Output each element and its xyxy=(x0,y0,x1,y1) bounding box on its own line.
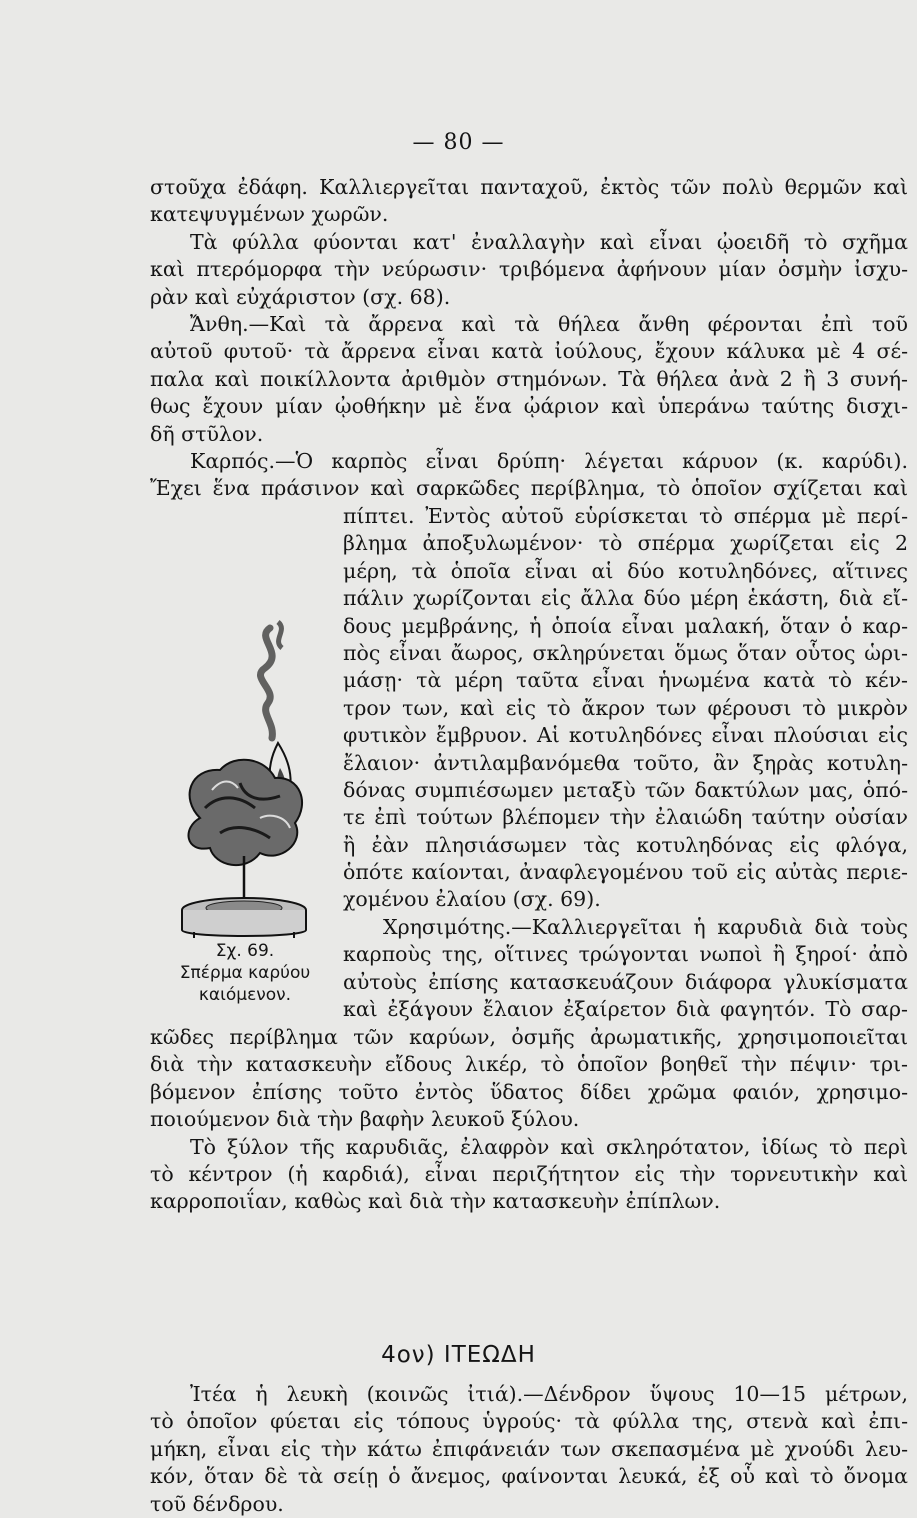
page-number: — 80 — xyxy=(412,130,505,155)
text-line: δους μεμβράνης, ἡ ὁποία εἶναι μαλακή, ὅταν ὁ καρ- xyxy=(343,613,908,638)
text-line: τρον των, καὶ εἰς τὸ ἄκρον των φέρουσι τὸ μικρὸν xyxy=(343,695,908,720)
text-line: μήκη, εἶναι εἰς τὴν κάτω ἐπιφάνειάν των σκεπασμένα μὲ χνούδι λευ- xyxy=(150,1436,908,1461)
text-line: Ἔχει ἕνα πράσινον καὶ σαρκῶδες περίβλημα, τὸ ὁποῖον σχίζεται καὶ xyxy=(150,476,908,501)
paragraph-block-1 xyxy=(150,174,908,503)
text-line: Ἰτέα ἡ λευκὴ (κοινῶς ἰτιά).—Δένδρον ὕψους 10—15 μέτρων, xyxy=(190,1382,908,1406)
paragraph-block-4 xyxy=(150,1381,908,1518)
text-line: πὸς εἶναι ἄωρος, σκληρύνεται ὅμως ὅταν οὗτος ὡρι- xyxy=(343,640,908,665)
text-line: ἔλαιον· ἀντιλαμβανόμεθα τοῦτο, ἂν ξηρὰς κοτυλη- xyxy=(343,750,908,775)
text-line: καρποὺς της, οἵτινες τρώγονται νωποὶ ἢ ξηροί· ἀπὸ xyxy=(343,942,908,967)
text-line: ρὰν καὶ εὐχάριστον (σχ. 68). xyxy=(150,284,451,309)
text-line: ποιούμενον διὰ τὴν βαφὴν λευκοῦ ξύλου. xyxy=(150,1107,580,1132)
text-line: πίπτει. Ἐντὸς αὐτοῦ εὑρίσκεται τὸ σπέρμα μὲ περί- xyxy=(343,504,908,528)
text-line: χομένου ἐλαίου (σχ. 69). xyxy=(343,887,601,912)
figure-number: Σχ. 69. xyxy=(215,941,275,961)
text-line: παλα καὶ ποικίλλοντα ἀριθμὸν στημόνων. Τὰ θήλεα ἀνὰ 2 ἢ 3 συνή- xyxy=(150,366,908,391)
section-title: 4ον) ΙΤΕΩΔΗ xyxy=(381,1342,536,1368)
paragraph-block-2 xyxy=(343,503,908,1023)
paragraph-block-3 xyxy=(150,1024,908,1216)
text-line: τὸ κέντρον (ἡ καρδιά), εἶναι περιζήτητον εἰς τὴν τορνευτικὴν καὶ xyxy=(150,1161,908,1186)
text-line: μέρη, τὰ ὁποῖα εἶναι αἱ δύο κοτυληδόνες, αἵτινες xyxy=(343,558,908,583)
text-line: καρροποιΐαν, καθὼς καὶ διὰ τὴν κατασκευὴν ἐπίπλων. xyxy=(150,1189,721,1214)
text-line: αὐτοῦ φυτοῦ· τὰ ἄρρενα εἶναι κατὰ ἰούλους, ἔχουν κάλυκα μὲ 4 σέ- xyxy=(150,339,908,364)
text-line: Καρπός.—Ὁ καρπὸς εἶναι δρύπη· λέγεται κάρυον (κ. καρύδι). xyxy=(190,448,908,473)
figure-caption xyxy=(150,940,340,1006)
text-line: Τὰ φύλλα φύονται κατ' ἐναλλαγὴν καὶ εἶναι ᾠοειδῆ τὸ σχῆμα xyxy=(190,229,908,254)
text-line: θως ἔχουν μίαν ᾠοθήκην μὲ ἕνα ᾠάριον καὶ ὑπεράνω ταύτης δισχι- xyxy=(150,394,908,419)
text-line: ὁπότε καίονται, ἀναφλεγομένου τοῦ εἰς αὐτὰς περιε- xyxy=(343,860,908,885)
text-line: καὶ πτερόμορφα τὴν νεύρωσιν· τριβόμενα ἀφήνουν μίαν ὀσμὴν ἰσχυ- xyxy=(150,257,908,282)
text-line: τὸ ὁποῖον φύεται εἰς τόπους ὑγρούς· τὰ φύλλα της, στενὰ καὶ ἐπι- xyxy=(150,1409,908,1434)
text-line: τοῦ δένδρου. xyxy=(150,1491,284,1516)
text-line: στοῦχα ἐδάφη. Καλλιεργεῖται πανταχοῦ, ἐκτὸς τῶν πολὺ θερμῶν καὶ xyxy=(150,175,908,199)
text-line: τε ἐπὶ τούτων βλέπομεν τὴν ἐλαιώδη ταύτην οὐσίαν xyxy=(343,805,908,830)
text-line: ἢ ἐὰν πλησιάσωμεν τὰς κοτυληδόνας εἰς φλόγα, xyxy=(343,832,908,857)
burning-walnut-illustration xyxy=(160,618,328,938)
figure-caption-line: Σπέρμα καρύου xyxy=(179,963,311,983)
text-line: μάσῃ· τὰ μέρη ταῦτα εἶναι ἡνωμένα κατὰ τὸ κέν- xyxy=(343,668,908,693)
text-line: πάλιν χωρίζονται εἰς ἄλλα δύο μέρη ἑκάστη, διὰ εἴ- xyxy=(343,586,908,611)
text-line: καὶ ἐξάγουν ἔλαιον ἐξαίρετον διὰ φαγητόν. Τὸ σαρ- xyxy=(343,997,908,1022)
text-line: δῆ στῦλον. xyxy=(150,421,264,446)
text-line: διὰ τὴν κατασκευὴν εἴδους λικέρ, τὸ ὁποῖον βοηθεῖ τὴν πέψιν· τρι- xyxy=(150,1052,908,1077)
text-line: Ἄνθη.—Καὶ τὰ ἄρρενα καὶ τὰ θήλεα ἄνθη φέρονται ἐπὶ τοῦ xyxy=(190,311,908,336)
text-line: δόνας συμπιέσωμεν μεταξὺ τῶν δακτύλων μας, ὁπό- xyxy=(343,777,908,802)
text-line: κόν, ὅταν δὲ τὰ σείῃ ὁ ἄνεμος, φαίνονται λευκά, ἐξ οὗ καὶ τὸ ὄνομα xyxy=(150,1464,908,1489)
figure-caption-line: καιόμενον. xyxy=(198,985,292,1005)
text-line: βλημα ἀποξυλωμένον· τὸ σπέρμα χωρίζεται εἰς 2 xyxy=(343,531,908,556)
text-line: φυτικὸν ἔμβρυον. Αἱ κοτυληδόνες εἶναι πλούσιαι εἰς xyxy=(343,723,908,748)
text-line: Χρησιμότης.—Καλλιεργεῖται ἡ καρυδιὰ διὰ τοὺς xyxy=(383,914,908,939)
text-line: Τὸ ξύλον τῆς καρυδιᾶς, ἐλαφρὸν καὶ σκληρότατον, ἰδίως τὸ περὶ xyxy=(190,1134,908,1159)
text-line: αὐτοὺς ἐπίσης κατασκευάζουν διάφορα γλυκίσματα xyxy=(343,969,908,994)
text-line: κῶδες περίβλημα τῶν καρύων, ὀσμῆς ἀρωματικῆς, χρησιμοποιεῖται xyxy=(150,1025,908,1049)
text-line: βόμενον ἐπίσης τοῦτο ἐντὸς ὕδατος δίδει χρῶμα φαιόν, χρησιμο- xyxy=(150,1079,908,1104)
text-line: κατεψυγμένων χωρῶν. xyxy=(150,202,389,227)
